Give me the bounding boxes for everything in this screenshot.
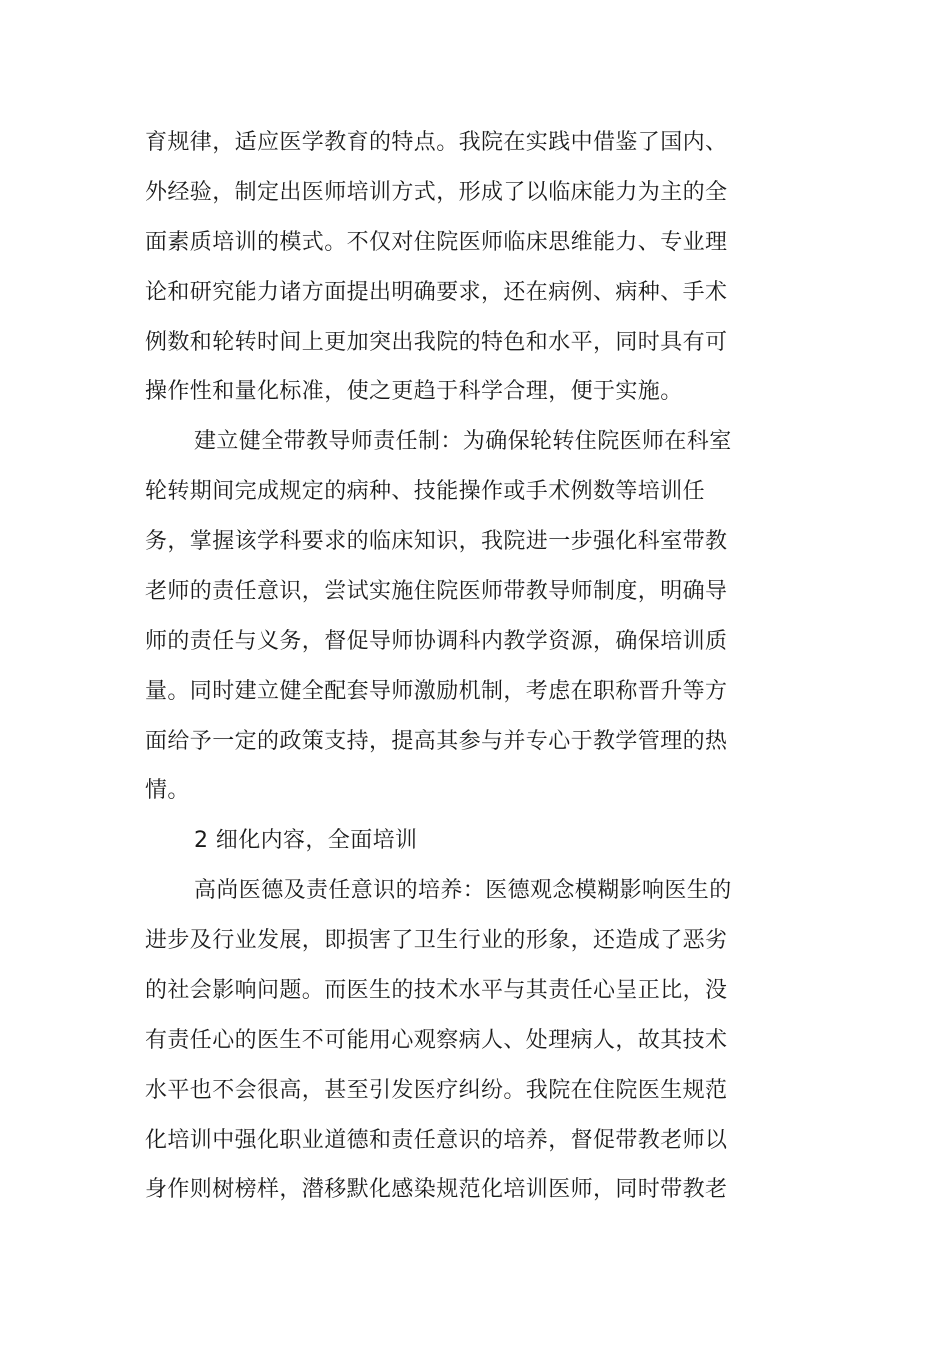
text-line: 水平也不会很高，甚至引发医疗纠纷。我院在住院医生规范	[145, 1078, 728, 1103]
text-line: 有责任心的医生不可能用心观察病人、处理病人，故其技术	[145, 1028, 728, 1053]
text-line: 面素质培训的模式。不仅对住院医师临床思维能力、专业理	[145, 230, 728, 255]
text-line: 面给予一定的政策支持，提高其参与并专心于教学管理的热	[145, 729, 728, 754]
text-line: 化培训中强化职业道德和责任意识的培养，督促带教老师以	[145, 1128, 728, 1153]
text-line: 轮转期间完成规定的病种、技能操作或手术例数等培训任	[145, 479, 706, 504]
text-line: 老师的责任意识，尝试实施住院医师带教导师制度，明确导	[145, 579, 728, 604]
paragraph-first-line: 高尚医德及责任意识的培养：医德观念模糊影响医生的	[194, 878, 732, 903]
text-line: 进步及行业发展，即损害了卫生行业的形象，还造成了恶劣	[145, 928, 728, 953]
text-line: 育规律，适应医学教育的特点。我院在实践中借鉴了国内、	[145, 130, 728, 155]
section-heading: 2 细化内容，全面培训	[194, 828, 418, 853]
paragraph-first-line: 建立健全带教导师责任制：为确保轮转住院医师在科室	[194, 429, 732, 454]
text-line: 身作则树榜样，潜移默化感染规范化培训医师，同时带教老	[145, 1177, 728, 1202]
text-line: 操作性和量化标准，使之更趋于科学合理，便于实施。	[145, 379, 683, 404]
text-line: 情。	[145, 778, 190, 803]
text-line: 的社会影响问题。而医生的技术水平与其责任心呈正比，没	[145, 978, 728, 1003]
text-line: 论和研究能力诸方面提出明确要求，还在病例、病种、手术	[145, 280, 728, 305]
text-line: 例数和轮转时间上更加突出我院的特色和水平，同时具有可	[145, 330, 728, 355]
text-line: 务，掌握该学科要求的临床知识，我院进一步强化科室带教	[145, 529, 728, 554]
text-line: 量。同时建立健全配套导师激励机制，考虑在职称晋升等方	[145, 679, 728, 704]
text-line: 外经验，制定出医师培训方式，形成了以临床能力为主的全	[145, 180, 728, 205]
text-line: 师的责任与义务，督促导师协调科内教学资源，确保培训质	[145, 629, 728, 654]
